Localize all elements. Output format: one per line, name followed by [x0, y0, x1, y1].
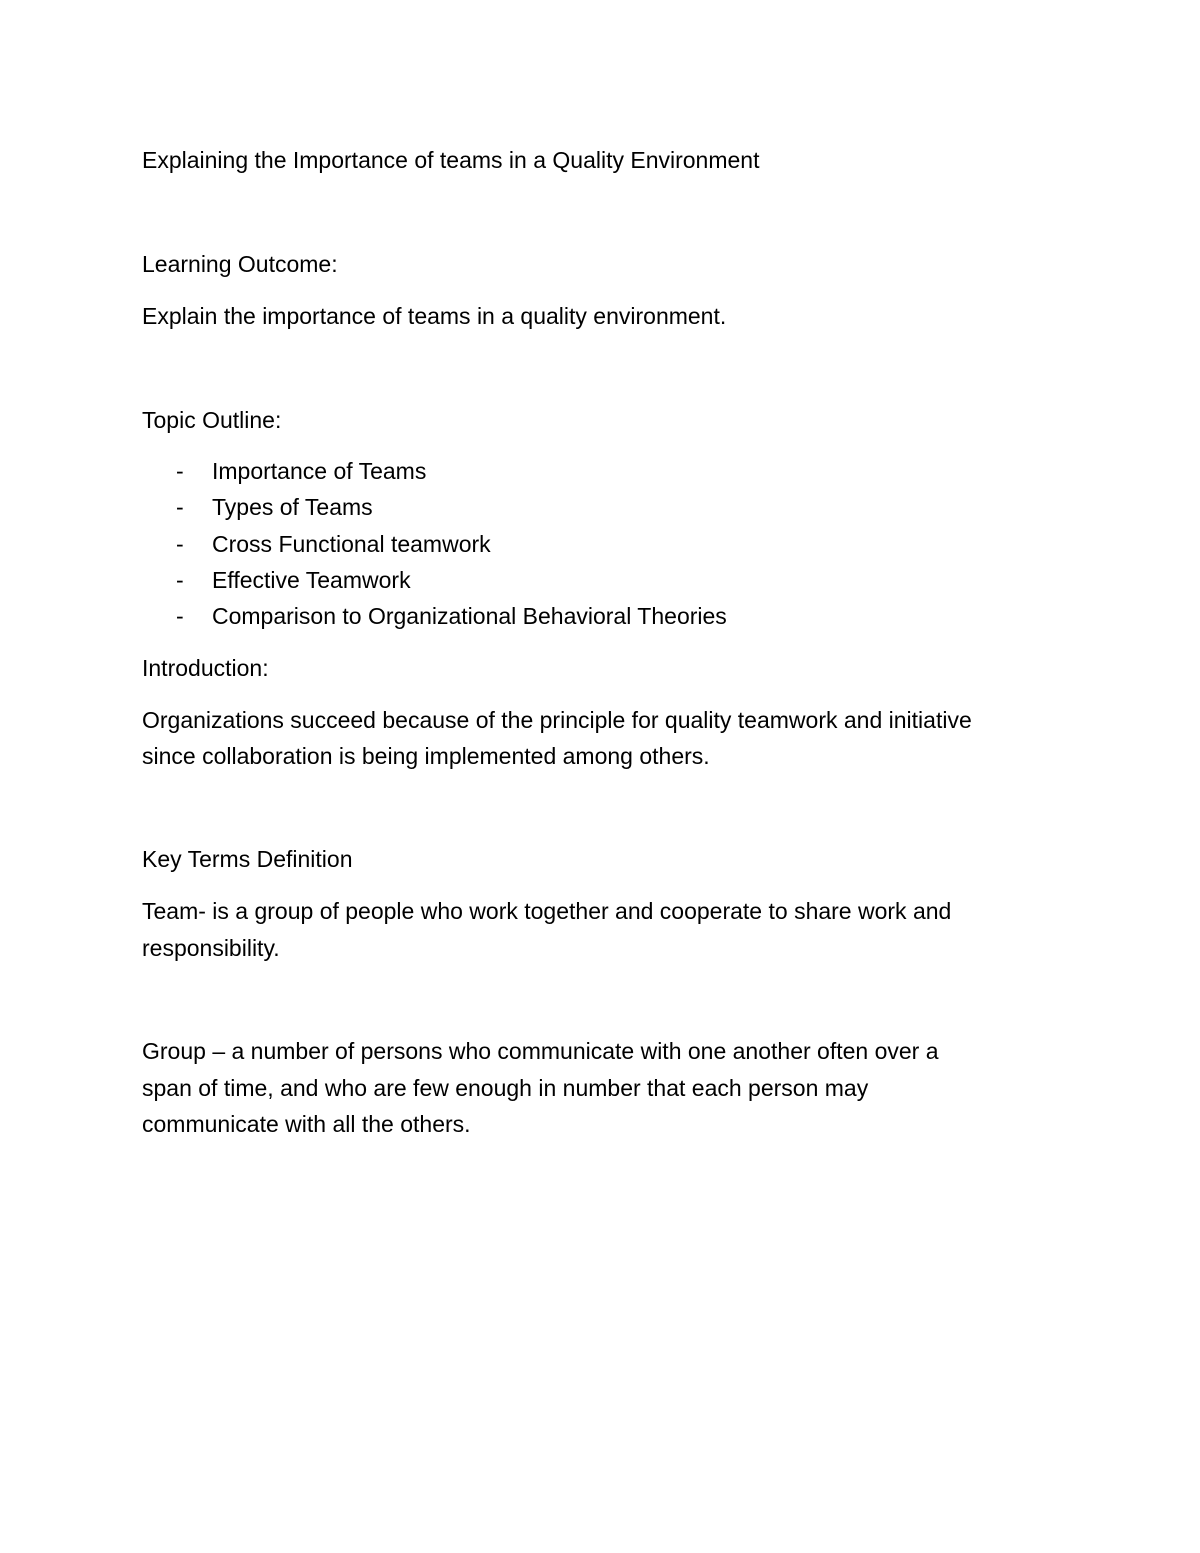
bullet-dash: -: [176, 458, 184, 484]
introduction-heading: Introduction:: [142, 655, 269, 681]
learning-outcome-text: Explain the importance of teams in a quality environment.: [142, 303, 727, 329]
topic-outline-heading: Topic Outline:: [142, 407, 282, 433]
learning-outcome-heading: Learning Outcome:: [142, 251, 338, 277]
team-definition-line: responsibility.: [142, 935, 280, 961]
list-item-text: Effective Teamwork: [212, 567, 411, 593]
introduction-line: Organizations succeed because of the principle for quality teamwork and initiative: [142, 707, 972, 733]
bullet-dash: -: [176, 531, 184, 557]
group-definition-line: Group – a number of persons who communicate with one another often over a: [142, 1038, 939, 1064]
document-title: Explaining the Importance of teams in a Quality Environment: [142, 147, 760, 173]
bullet-dash: -: [176, 494, 184, 520]
list-item-text: Cross Functional teamwork: [212, 531, 491, 557]
team-definition-line: Team- is a group of people who work together and cooperate to share work and: [142, 898, 952, 924]
list-item-text: Types of Teams: [212, 494, 373, 520]
group-definition-line: span of time, and who are few enough in number that each person may: [142, 1075, 869, 1101]
list-item-text: Comparison to Organizational Behavioral Theories: [212, 603, 727, 629]
key-terms-heading: Key Terms Definition: [142, 846, 353, 872]
bullet-dash: -: [176, 567, 184, 593]
bullet-dash: -: [176, 603, 184, 629]
group-definition-line: communicate with all the others.: [142, 1111, 471, 1137]
introduction-line: since collaboration is being implemented among others.: [142, 743, 710, 769]
list-item-text: Importance of Teams: [212, 458, 427, 484]
